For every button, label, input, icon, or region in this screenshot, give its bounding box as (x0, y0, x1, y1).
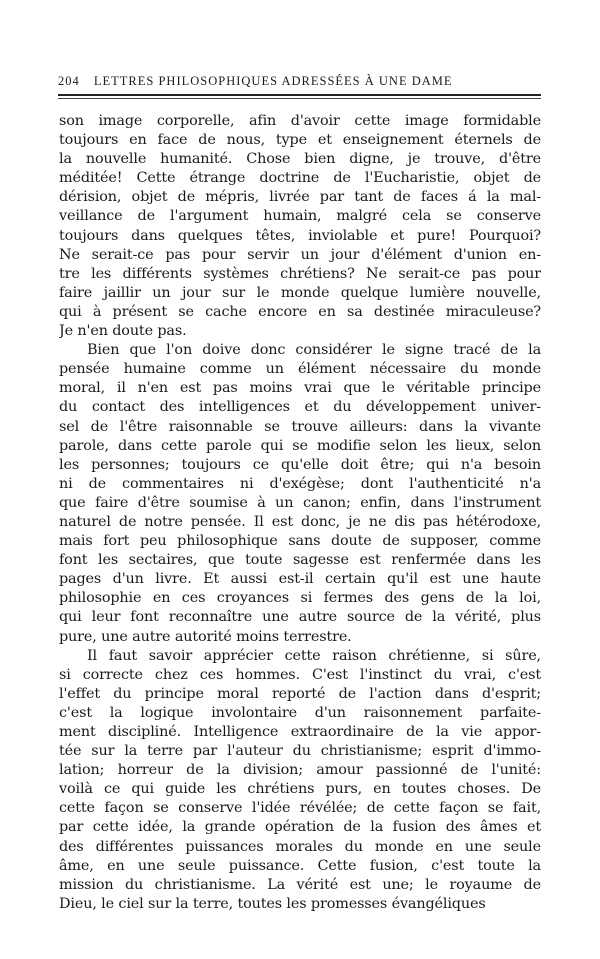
text-line: Bien que l'on doive donc considérer le signe tracé de la (87, 342, 541, 359)
text-line: parole, dans cette parole qui se modifie selon les lieux, selon (59, 437, 541, 454)
text-line: qui leur font reconnaître une autre source de la vérité, plus (59, 609, 541, 626)
text-line: pensée humaine comme un élément nécessaire du monde (59, 361, 541, 378)
text-line: mais fort peu philosophique sans doute de supposer, comme (59, 533, 541, 550)
paragraph (59, 341, 541, 647)
text-line: veillance de l'argument humain, malgré cela se conserve (59, 208, 541, 225)
text-line: du contact des intelligences et du développement univer- (59, 399, 541, 416)
text-line: naturel de notre pensée. Il est donc, je ne dis pas hétérodoxe, (59, 513, 541, 530)
text-line: des différentes puissances morales du monde en une seule (59, 838, 541, 855)
running-head (58, 74, 540, 89)
text-line: moral, il n'en est pas moins vrai que le véritable principe (59, 380, 541, 397)
text-line: par cette idée, la grande opération de la fusion des âmes et (59, 819, 541, 836)
text-line: la nouvelle humanité. Chose bien digne, je trouve, d'être (59, 151, 541, 168)
text-line: que faire d'être soumise à un canon; enfin, dans l'instrument (59, 494, 541, 511)
text-line: cette façon se conserve l'idée révélée; de cette façon se fait, (59, 800, 541, 817)
text-line: l'effet du principe moral reporté de l'action dans d'esprit; (59, 685, 541, 702)
text-line: si correcte chez ces hommes. C'est l'instinct du vrai, c'est (59, 666, 541, 683)
text-line: c'est la logique involontaire d'un raisonnement parfaite- (59, 704, 541, 721)
text-line: les personnes; toujours ce qu'elle doit être; qui n'a besoin (59, 456, 541, 473)
body-text (59, 112, 541, 914)
text-line: toujours dans quelques têtes, inviolable et pure! Pourquoi? (59, 227, 541, 244)
text-line: Il faut savoir apprécier cette raison chrétienne, si sûre, (87, 647, 541, 664)
text-line: ni de commentaires ni d'exégèse; dont l'authenticité n'a (59, 475, 541, 492)
text-line: sel de l'être raisonnable se trouve ailleurs: dans la vivante (59, 418, 541, 435)
text-line: font les sectaires, que toute sagesse est renfermée dans les (59, 552, 541, 569)
text-line: mission du christianisme. La vérité est une; le royaume de (59, 876, 541, 893)
paragraph (59, 647, 541, 914)
running-title: LETTRES PHILOSOPHIQUES ADRESSÉES À UNE DAME (93, 74, 453, 88)
text-line: philosophie en ces croyances si fermes des gens de la loi, (59, 590, 541, 607)
text-line: Dieu, le ciel sur la terre, toutes les promesses évangéliques (59, 895, 486, 912)
text-line: lation; horreur de la division; amour passionné de l'unité: (59, 762, 541, 779)
text-line: toujours en face de nous, type et enseignement éternels de (59, 132, 541, 149)
text-line: qui à présent se cache encore en sa destinée miraculeuse? (59, 303, 541, 320)
text-line: âme, en une seule puissance. Cette fusion, c'est toute la (59, 857, 541, 874)
text-line: Je n'en doute pas. (59, 323, 187, 340)
text-line: faire jaillir un jour sur le monde quelque lumière nouvelle, (59, 284, 541, 301)
text-line: Ne serait-ce pas pour servir un jour d'élément d'union en- (59, 246, 541, 263)
paragraph (59, 112, 541, 341)
text-line: tée sur la terre par l'auteur du christianisme; esprit d'immo- (59, 743, 541, 760)
header-rule-thick (58, 94, 541, 96)
header-rule-thin (58, 98, 541, 99)
text-line: méditée! Cette étrange doctrine de l'Eucharistie, objet de (59, 170, 541, 187)
text-line: son image corporelle, afin d'avoir cette image formidable (59, 113, 541, 129)
text-line: voilà ce qui guide les chrétiens purs, en toutes choses. De (59, 781, 541, 798)
text-line: tre les différents systèmes chrétiens? Ne serait-ce pas pour (59, 265, 541, 282)
text-line: pure, une autre autorité moins terrestre. (59, 628, 352, 645)
page-number: 204 (58, 74, 80, 88)
text-line: dérision, objet de mépris, livrée par tant de faces á la mal- (59, 189, 541, 206)
text-line: pages d'un livre. Et aussi est-il certain qu'il est une haute (59, 571, 541, 588)
text-line: ment discipliné. Intelligence extraordinaire de la vie appor- (59, 724, 541, 740)
